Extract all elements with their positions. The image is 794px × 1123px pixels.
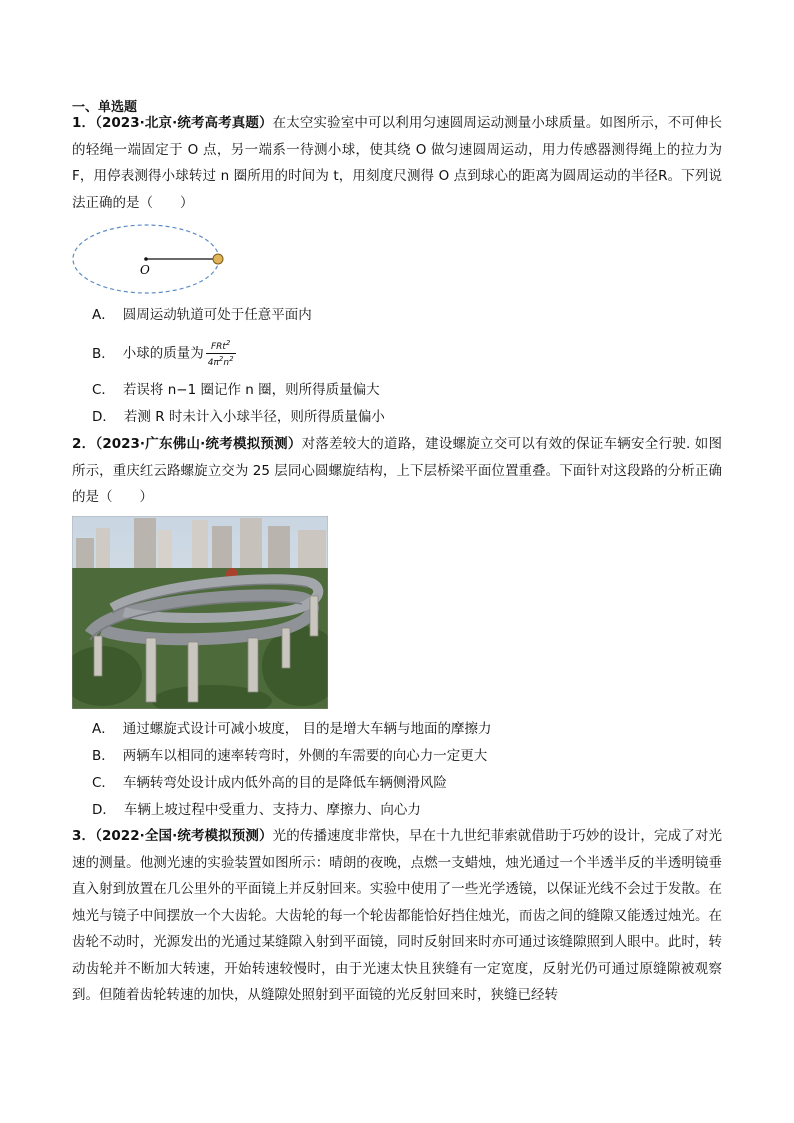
option-label: C．: [92, 382, 115, 398]
question-1-stem: [72, 110, 722, 216]
question-2-line-3: 正确的是（ ）: [72, 462, 723, 505]
question-2-option-c[interactable]: [92, 773, 447, 793]
question-2-option-b[interactable]: [92, 746, 487, 766]
question-2-line-2: 所示，重庆红云路螺旋立交为 25 层同心圆螺旋结构，上下层桥梁平面位置重叠。下面针对这段路的分析: [72, 462, 695, 479]
mass-formula: [206, 338, 236, 369]
label-o: O: [140, 263, 150, 277]
option-text: 若测 R 时未计入小球半径，则所得质量偏小: [123, 409, 385, 425]
question-2-number: 2．: [72, 436, 96, 452]
question-1-line-4: R。下列说法正确的是（ ）: [72, 168, 722, 211]
formula-denominator-exponent-2: 2: [229, 355, 234, 363]
option-text: 车辆上坡过程中受重力、支持力、摩擦力、向心力: [123, 802, 421, 818]
formula-numerator-exponent: 2: [225, 339, 231, 347]
question-2-stem: [72, 431, 722, 511]
question-2-line-1: 对落差较大的道路，建设螺旋立交可以有效的保证车辆安全行驶. 如图: [301, 436, 722, 452]
question-1-number: 1．: [72, 115, 96, 131]
question-3-line-7: 仍可通过原缝隙被观察到。但随着齿轮转速的加快，从缝隙处照射到平面镜的光反射回来时，狭缝已经转: [72, 960, 723, 1003]
question-3-line-1: 光的传播速度非常快，早在十九世纪菲索就借助于巧妙的设计，完成了对: [272, 828, 709, 844]
option-label: A．: [92, 721, 115, 737]
circular-orbit-figure: [70, 222, 240, 298]
question-1-source: （2023·北京·统考高考真题）: [95, 115, 273, 131]
option-text: 小球的质量为: [122, 345, 204, 362]
formula-denominator-exponent-1: 2: [218, 355, 224, 363]
spiral-interchange-photo: [72, 516, 328, 709]
option-text: 两辆车以相同的速率转弯时，外侧的车需要的向心力一定更大: [122, 748, 488, 764]
option-label: C．: [92, 775, 115, 791]
question-2-source: （2023·广东佛山·统考模拟预测）: [95, 436, 302, 452]
formula-denominator-n: n: [223, 358, 230, 368]
question-2-option-d[interactable]: [92, 800, 421, 820]
option-label: B．: [92, 748, 115, 764]
section-title: 一、单选题: [72, 100, 138, 115]
question-3-line-3: 明镜垂直入射到放置在几公里外的平面镜上并反射回来。实验中使用了一些光学透镜，以保证光线不会过: [72, 854, 723, 897]
question-1-option-d[interactable]: [92, 407, 385, 427]
option-text: 车辆转弯处设计成内低外高的目的是降低车辆侧滑风险: [122, 775, 447, 791]
question-1-line-1: 在太空实验室中可以利用匀速圆周运动测量小球质量。如图所示，不可伸: [272, 115, 709, 131]
question-3-source: （2022·全国·统考模拟预测）: [95, 828, 273, 844]
question-1-option-b[interactable]: [92, 338, 236, 369]
option-label: D．: [92, 802, 116, 818]
question-3-line-2: 光速的测量。他测光速的实验装置如图所示：晴朗的夜晚，点燃一支蜡烛，烛光通过一个半透半反的半透: [72, 828, 722, 871]
question-3-line-4: 于发散。在烛光与镜子中间摆放一个大齿轮。大齿轮的每一个轮齿都能恰好挡住烛光，而齿之间的缝隙又: [72, 881, 722, 924]
formula-denominator: 4π: [207, 358, 219, 368]
option-text: 通过螺旋式设计可减小坡度， 目的是增大车辆与地面的摩擦力: [122, 721, 492, 737]
option-label: B．: [92, 345, 115, 362]
question-3-line-6: 到人眼中。此时，转动齿轮并不断加大转速，开始转速较慢时，由于光速太快且狭缝有一定宽度，反射光: [72, 934, 723, 977]
question-2-option-a[interactable]: [92, 719, 492, 739]
question-3-number: 3．: [72, 828, 96, 844]
question-1-option-c[interactable]: [92, 380, 380, 400]
option-text: 圆周运动轨道可处于任意平面内: [122, 307, 312, 323]
option-label: A．: [92, 307, 115, 323]
question-1-line-2: 长的轻绳一端固定于 O 点，另一端系一待测小球，使其绕 O 做匀速圆周运动，用力传感器测得绳上的拉: [72, 115, 722, 158]
ball: [213, 254, 223, 264]
question-3-stem: [72, 823, 722, 1009]
question-1-line-3: 力为 F，用停表测得小球转过 n 圈所用的时间为 t，用刻度尺测得 O 点到球心的距离为圆周运动的半径: [72, 141, 722, 184]
formula-numerator: FRt: [210, 342, 226, 352]
option-label: D．: [92, 409, 116, 425]
option-text: 若误将 n−1 圈记作 n 圈，则所得质量偏大: [122, 382, 380, 398]
question-1-option-a[interactable]: [92, 305, 312, 325]
question-3-line-5: 能透过烛光。在齿轮不动时，光源发出的光通过某缝隙入射到平面镜，同时反射回来时亦可通过该缝隙照: [72, 907, 723, 950]
